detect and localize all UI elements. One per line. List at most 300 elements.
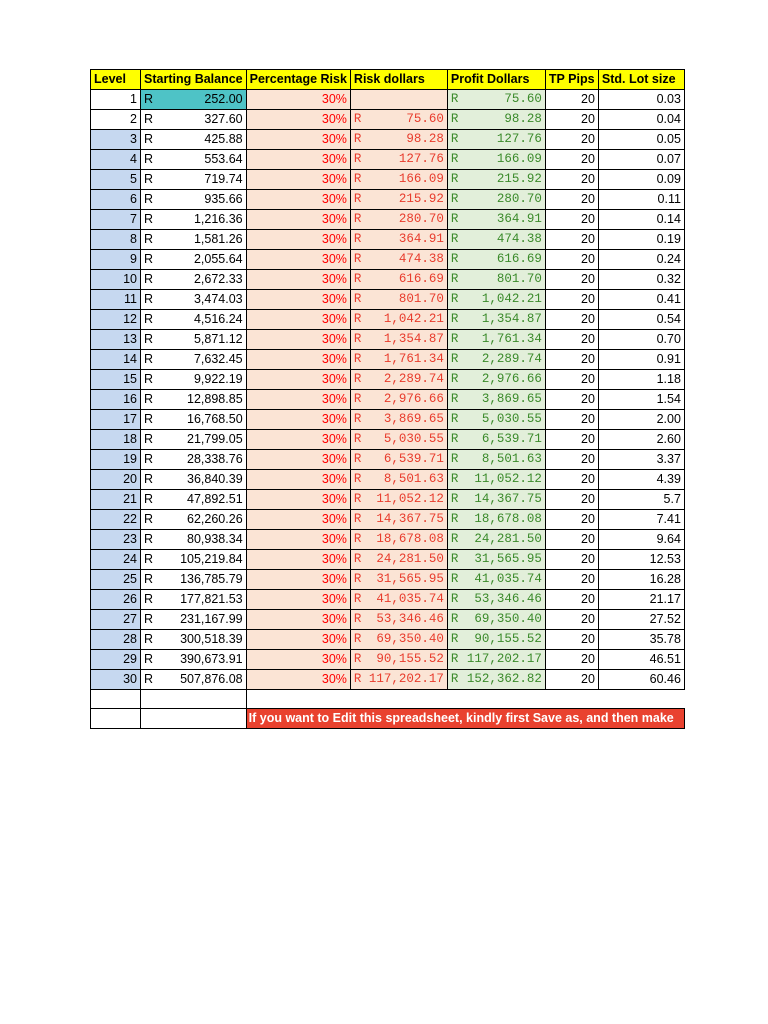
table-row (91, 210, 685, 230)
currency-symbol: R (450, 392, 459, 406)
table-row (91, 550, 685, 570)
starting-balance-cell[interactable] (141, 370, 247, 390)
currency-symbol: R (353, 472, 362, 486)
risk-dollars-cell[interactable] (350, 590, 447, 610)
level-cell[interactable]: 17 (91, 410, 141, 430)
tp-pips-cell[interactable]: 20 (545, 430, 598, 450)
starting-balance-cell[interactable] (141, 470, 247, 490)
tp-pips-cell[interactable]: 20 (545, 450, 598, 470)
level-cell[interactable]: 30 (91, 670, 141, 690)
tp-pips-cell[interactable]: 20 (545, 610, 598, 630)
currency-symbol: R (450, 432, 459, 446)
tp-pips-cell[interactable]: 20 (545, 670, 598, 690)
table-row (91, 190, 685, 210)
tp-pips-cell[interactable]: 20 (545, 90, 598, 110)
lot-size-cell[interactable]: 3.37 (598, 450, 684, 470)
percentage-risk-cell[interactable]: 30% (246, 330, 350, 350)
currency-symbol: R (353, 612, 362, 626)
tp-pips-cell[interactable]: 20 (545, 350, 598, 370)
level-cell[interactable]: 8 (91, 230, 141, 250)
currency-symbol: R (144, 392, 154, 406)
starting-balance-cell[interactable] (141, 590, 247, 610)
currency-symbol: R (144, 672, 154, 686)
currency-symbol: R (450, 632, 459, 646)
percentage-risk-cell[interactable]: 30% (246, 530, 350, 550)
risk-dollars-cell[interactable] (350, 510, 447, 530)
currency-symbol: R (144, 192, 154, 206)
amount: 5,030.55 (481, 412, 542, 426)
level-cell[interactable]: 1 (91, 90, 141, 110)
level-cell[interactable]: 6 (91, 190, 141, 210)
percentage-risk-cell[interactable]: 30% (246, 590, 350, 610)
level-cell[interactable]: 9 (91, 250, 141, 270)
amount: 327.60 (204, 112, 243, 126)
risk-dollars-cell[interactable] (350, 150, 447, 170)
tp-pips-cell[interactable]: 20 (545, 210, 598, 230)
header-level[interactable]: Level (91, 70, 141, 90)
amount: 8,501.63 (383, 472, 444, 486)
percentage-risk-cell[interactable]: 30% (246, 230, 350, 250)
lot-size-cell[interactable]: 0.24 (598, 250, 684, 270)
risk-dollars-cell[interactable] (350, 490, 447, 510)
header-risk-dollars[interactable]: Risk dollars (350, 70, 447, 90)
currency-symbol: R (144, 372, 154, 386)
level-cell[interactable]: 18 (91, 430, 141, 450)
profit-dollars-cell[interactable] (447, 310, 545, 330)
starting-balance-cell[interactable] (141, 90, 247, 110)
risk-dollars-cell[interactable] (350, 630, 447, 650)
lot-size-cell[interactable]: 9.64 (598, 530, 684, 550)
level-cell[interactable]: 19 (91, 450, 141, 470)
level-cell[interactable]: 21 (91, 490, 141, 510)
level-cell[interactable]: 10 (91, 270, 141, 290)
profit-dollars-cell[interactable] (447, 570, 545, 590)
amount: 1,042.21 (383, 312, 444, 326)
amount: 252.00 (204, 92, 243, 106)
tp-pips-cell[interactable]: 20 (545, 470, 598, 490)
tp-pips-cell[interactable]: 20 (545, 230, 598, 250)
tp-pips-cell[interactable]: 20 (545, 630, 598, 650)
currency-symbol: R (450, 512, 459, 526)
lot-size-cell[interactable]: 5.7 (598, 490, 684, 510)
amount: 177,821.53 (180, 592, 243, 606)
tp-pips-cell[interactable]: 20 (545, 170, 598, 190)
currency-symbol: R (353, 552, 362, 566)
percentage-risk-cell[interactable]: 30% (246, 210, 350, 230)
blank-row (91, 690, 685, 709)
profit-dollars-cell[interactable] (447, 90, 545, 110)
level-cell[interactable]: 15 (91, 370, 141, 390)
lot-size-cell[interactable]: 35.78 (598, 630, 684, 650)
table-row (91, 170, 685, 190)
risk-dollars-cell[interactable] (350, 230, 447, 250)
profit-dollars-cell[interactable] (447, 430, 545, 450)
risk-dollars-cell[interactable] (350, 270, 447, 290)
percentage-risk-cell[interactable]: 30% (246, 570, 350, 590)
currency-symbol: R (450, 592, 459, 606)
lot-size-cell[interactable]: 0.70 (598, 330, 684, 350)
tp-pips-cell[interactable]: 20 (545, 150, 598, 170)
percentage-risk-cell[interactable]: 30% (246, 470, 350, 490)
profit-dollars-cell[interactable] (447, 590, 545, 610)
amount: 47,892.51 (187, 492, 243, 506)
lot-size-cell[interactable]: 0.19 (598, 230, 684, 250)
profit-dollars-cell[interactable] (447, 490, 545, 510)
tp-pips-cell[interactable]: 20 (545, 310, 598, 330)
spreadsheet-table (90, 69, 685, 729)
starting-balance-cell[interactable] (141, 410, 247, 430)
amount: 5,030.55 (383, 432, 444, 446)
lot-size-cell[interactable]: 1.18 (598, 370, 684, 390)
level-cell[interactable]: 14 (91, 350, 141, 370)
starting-balance-cell[interactable] (141, 110, 247, 130)
currency-symbol: R (353, 632, 362, 646)
currency-symbol: R (450, 372, 459, 386)
lot-size-cell[interactable]: 21.17 (598, 590, 684, 610)
percentage-risk-cell[interactable]: 30% (246, 610, 350, 630)
currency-symbol: R (450, 132, 459, 146)
currency-symbol: R (450, 332, 459, 346)
lot-size-cell[interactable]: 0.05 (598, 130, 684, 150)
currency-symbol: R (450, 412, 459, 426)
lot-size-cell[interactable]: 0.14 (598, 210, 684, 230)
level-cell[interactable]: 4 (91, 150, 141, 170)
starting-balance-cell[interactable] (141, 330, 247, 350)
amount: 117,202.17 (368, 672, 444, 686)
level-cell[interactable]: 27 (91, 610, 141, 630)
lot-size-cell[interactable]: 2.00 (598, 410, 684, 430)
tp-pips-cell[interactable]: 20 (545, 370, 598, 390)
starting-balance-cell[interactable] (141, 390, 247, 410)
tp-pips-cell[interactable]: 20 (545, 570, 598, 590)
risk-dollars-cell[interactable] (350, 170, 447, 190)
table-row (91, 450, 685, 470)
amount: 364.91 (496, 212, 542, 226)
tp-pips-cell[interactable]: 20 (545, 130, 598, 150)
tp-pips-cell[interactable]: 20 (545, 590, 598, 610)
currency-symbol: R (144, 632, 154, 646)
percentage-risk-cell[interactable]: 30% (246, 490, 350, 510)
amount: 3,869.65 (383, 412, 444, 426)
level-cell[interactable]: 13 (91, 330, 141, 350)
risk-dollars-cell[interactable] (350, 210, 447, 230)
amount: 300,518.39 (180, 632, 243, 646)
tp-pips-cell[interactable]: 20 (545, 650, 598, 670)
risk-dollars-cell[interactable] (350, 310, 447, 330)
lot-size-cell[interactable]: 2.60 (598, 430, 684, 450)
risk-dollars-cell[interactable] (350, 190, 447, 210)
percentage-risk-cell[interactable]: 30% (246, 630, 350, 650)
header-lot-size[interactable]: Std. Lot size (598, 70, 684, 90)
lot-size-cell[interactable]: 12.53 (598, 550, 684, 570)
risk-dollars-cell[interactable] (350, 390, 447, 410)
tp-pips-cell[interactable]: 20 (545, 550, 598, 570)
starting-balance-cell[interactable] (141, 130, 247, 150)
percentage-risk-cell[interactable]: 30% (246, 130, 350, 150)
level-cell[interactable]: 29 (91, 650, 141, 670)
amount: 31,565.95 (376, 572, 444, 586)
profit-dollars-cell[interactable] (447, 150, 545, 170)
level-cell[interactable]: 16 (91, 390, 141, 410)
lot-size-cell[interactable]: 16.28 (598, 570, 684, 590)
profit-dollars-cell[interactable] (447, 330, 545, 350)
amount: 2,289.74 (383, 372, 444, 386)
tp-pips-cell[interactable]: 20 (545, 250, 598, 270)
risk-dollars-cell[interactable] (350, 330, 447, 350)
risk-dollars-cell[interactable] (350, 250, 447, 270)
amount: 41,035.74 (376, 592, 444, 606)
percentage-risk-cell[interactable]: 30% (246, 110, 350, 130)
level-cell[interactable]: 22 (91, 510, 141, 530)
level-cell[interactable]: 12 (91, 310, 141, 330)
starting-balance-cell[interactable] (141, 270, 247, 290)
lot-size-cell[interactable]: 0.07 (598, 150, 684, 170)
amount: 2,672.33 (193, 272, 243, 286)
starting-balance-cell[interactable] (141, 630, 247, 650)
starting-balance-cell[interactable] (141, 570, 247, 590)
amount: 2,055.64 (193, 252, 243, 266)
currency-symbol: R (353, 452, 362, 466)
table-row (91, 110, 685, 130)
lot-size-cell[interactable]: 0.41 (598, 290, 684, 310)
currency-symbol: R (353, 512, 362, 526)
tp-pips-cell[interactable]: 20 (545, 510, 598, 530)
starting-balance-cell[interactable] (141, 230, 247, 250)
tp-pips-cell[interactable]: 20 (545, 110, 598, 130)
tp-pips-cell[interactable]: 20 (545, 330, 598, 350)
risk-dollars-cell[interactable] (350, 410, 447, 430)
percentage-risk-cell[interactable]: 30% (246, 410, 350, 430)
profit-dollars-cell[interactable] (447, 230, 545, 250)
risk-dollars-cell[interactable] (350, 90, 447, 110)
profit-dollars-cell[interactable] (447, 270, 545, 290)
currency-symbol: R (450, 272, 459, 286)
profit-dollars-cell[interactable] (447, 130, 545, 150)
blank-cell[interactable] (141, 709, 247, 728)
level-cell[interactable]: 3 (91, 130, 141, 150)
lot-size-cell[interactable]: 7.41 (598, 510, 684, 530)
profit-dollars-cell[interactable] (447, 370, 545, 390)
header-tp-pips[interactable]: TP Pips (545, 70, 598, 90)
level-cell[interactable]: 23 (91, 530, 141, 550)
table-row (91, 590, 685, 610)
percentage-risk-cell[interactable]: 30% (246, 450, 350, 470)
profit-dollars-cell[interactable] (447, 110, 545, 130)
currency-symbol: R (353, 252, 362, 266)
profit-dollars-cell[interactable] (447, 190, 545, 210)
risk-dollars-cell[interactable] (350, 350, 447, 370)
starting-balance-cell[interactable] (141, 430, 247, 450)
profit-dollars-cell[interactable] (447, 670, 545, 690)
currency-symbol: R (353, 532, 362, 546)
profit-dollars-cell[interactable] (447, 210, 545, 230)
currency-symbol: R (144, 312, 154, 326)
starting-balance-cell[interactable] (141, 530, 247, 550)
profit-dollars-cell[interactable] (447, 610, 545, 630)
profit-dollars-cell[interactable] (447, 530, 545, 550)
profit-dollars-cell[interactable] (447, 550, 545, 570)
risk-dollars-cell[interactable] (350, 430, 447, 450)
starting-balance-cell[interactable] (141, 450, 247, 470)
percentage-risk-cell[interactable]: 30% (246, 430, 350, 450)
amount: 5,871.12 (193, 332, 243, 346)
risk-dollars-cell[interactable] (350, 450, 447, 470)
percentage-risk-cell[interactable]: 30% (246, 350, 350, 370)
blank-cell[interactable] (91, 690, 141, 709)
table-row (91, 330, 685, 350)
blank-cell[interactable] (91, 709, 141, 728)
starting-balance-cell[interactable] (141, 650, 247, 670)
table-row (91, 510, 685, 530)
starting-balance-cell[interactable] (141, 290, 247, 310)
lot-size-cell[interactable]: 0.11 (598, 190, 684, 210)
tp-pips-cell[interactable]: 20 (545, 530, 598, 550)
note-row (91, 709, 685, 728)
level-cell[interactable]: 11 (91, 290, 141, 310)
profit-dollars-cell[interactable] (447, 390, 545, 410)
level-cell[interactable]: 28 (91, 630, 141, 650)
percentage-risk-cell[interactable]: 30% (246, 170, 350, 190)
percentage-risk-cell[interactable]: 30% (246, 250, 350, 270)
table-row (91, 650, 685, 670)
table-row (91, 370, 685, 390)
header-starting-balance[interactable]: Starting Balance (141, 70, 247, 90)
lot-size-cell[interactable]: 0.03 (598, 90, 684, 110)
profit-dollars-cell[interactable] (447, 510, 545, 530)
edit-note-cell[interactable] (246, 709, 684, 728)
tp-pips-cell[interactable]: 20 (545, 410, 598, 430)
starting-balance-cell[interactable] (141, 250, 247, 270)
profit-dollars-cell[interactable] (447, 410, 545, 430)
percentage-risk-cell[interactable]: 30% (246, 510, 350, 530)
risk-dollars-cell[interactable] (350, 470, 447, 490)
starting-balance-cell[interactable] (141, 210, 247, 230)
level-cell[interactable]: 5 (91, 170, 141, 190)
lot-size-cell[interactable]: 4.39 (598, 470, 684, 490)
lot-size-cell[interactable]: 0.91 (598, 350, 684, 370)
percentage-risk-cell[interactable]: 30% (246, 550, 350, 570)
level-cell[interactable]: 7 (91, 210, 141, 230)
starting-balance-cell[interactable] (141, 510, 247, 530)
table-row (91, 410, 685, 430)
level-cell[interactable]: 26 (91, 590, 141, 610)
profit-dollars-cell[interactable] (447, 630, 545, 650)
risk-dollars-cell[interactable] (350, 130, 447, 150)
header-percentage-risk[interactable]: Percentage Risk (246, 70, 350, 90)
currency-symbol: R (144, 92, 154, 106)
amount: 136,785.79 (180, 572, 243, 586)
amount: 14,367.75 (474, 492, 542, 506)
risk-dollars-cell[interactable] (350, 550, 447, 570)
lot-size-cell[interactable]: 27.52 (598, 610, 684, 630)
percentage-risk-cell[interactable]: 30% (246, 270, 350, 290)
tp-pips-cell[interactable]: 20 (545, 190, 598, 210)
table-row (91, 570, 685, 590)
starting-balance-cell[interactable] (141, 170, 247, 190)
risk-dollars-cell[interactable] (350, 290, 447, 310)
table-row (91, 470, 685, 490)
currency-symbol: R (353, 352, 362, 366)
profit-dollars-cell[interactable] (447, 650, 545, 670)
starting-balance-cell[interactable] (141, 350, 247, 370)
percentage-risk-cell[interactable]: 30% (246, 290, 350, 310)
risk-dollars-cell[interactable] (350, 650, 447, 670)
tp-pips-cell[interactable]: 20 (545, 270, 598, 290)
lot-size-cell[interactable]: 46.51 (598, 650, 684, 670)
lot-size-cell[interactable]: 0.04 (598, 110, 684, 130)
amount: 7,632.45 (193, 352, 243, 366)
starting-balance-cell[interactable] (141, 490, 247, 510)
amount: 1,354.87 (383, 332, 444, 346)
amount: 1,581.26 (193, 232, 243, 246)
starting-balance-cell[interactable] (141, 150, 247, 170)
percentage-risk-cell[interactable]: 30% (246, 650, 350, 670)
risk-dollars-cell[interactable] (350, 110, 447, 130)
risk-dollars-cell[interactable] (350, 610, 447, 630)
amount: 1,761.34 (383, 352, 444, 366)
profit-dollars-cell[interactable] (447, 350, 545, 370)
currency-symbol: R (144, 472, 154, 486)
profit-dollars-cell[interactable] (447, 290, 545, 310)
percentage-risk-cell[interactable]: 30% (246, 370, 350, 390)
starting-balance-cell[interactable] (141, 550, 247, 570)
currency-symbol: R (144, 152, 154, 166)
profit-dollars-cell[interactable] (447, 170, 545, 190)
profit-dollars-cell[interactable] (447, 450, 545, 470)
tp-pips-cell[interactable]: 20 (545, 390, 598, 410)
amount: 152,362.82 (466, 672, 542, 686)
amount: 75.60 (504, 92, 542, 106)
starting-balance-cell[interactable] (141, 190, 247, 210)
risk-dollars-cell[interactable] (350, 570, 447, 590)
tp-pips-cell[interactable]: 20 (545, 490, 598, 510)
lot-size-cell[interactable]: 1.54 (598, 390, 684, 410)
lot-size-cell[interactable]: 0.54 (598, 310, 684, 330)
starting-balance-cell[interactable] (141, 610, 247, 630)
lot-size-cell[interactable]: 0.32 (598, 270, 684, 290)
risk-dollars-cell[interactable] (350, 530, 447, 550)
amount: 69,350.40 (376, 632, 444, 646)
percentage-risk-cell[interactable]: 30% (246, 90, 350, 110)
starting-balance-cell[interactable] (141, 310, 247, 330)
risk-dollars-cell[interactable] (350, 370, 447, 390)
profit-dollars-cell[interactable] (447, 250, 545, 270)
percentage-risk-cell[interactable]: 30% (246, 310, 350, 330)
header-profit-dollars[interactable]: Profit Dollars (447, 70, 545, 90)
amount: 2,976.66 (383, 392, 444, 406)
amount: 127.76 (496, 132, 542, 146)
table-row (91, 670, 685, 690)
level-cell[interactable]: 2 (91, 110, 141, 130)
tp-pips-cell[interactable]: 20 (545, 290, 598, 310)
percentage-risk-cell[interactable]: 30% (246, 390, 350, 410)
lot-size-cell[interactable]: 0.09 (598, 170, 684, 190)
percentage-risk-cell[interactable]: 30% (246, 150, 350, 170)
lot-size-cell[interactable]: 60.46 (598, 670, 684, 690)
currency-symbol: R (144, 132, 154, 146)
percentage-risk-cell[interactable]: 30% (246, 190, 350, 210)
currency-symbol: R (450, 292, 459, 306)
starting-balance-cell[interactable] (141, 670, 247, 690)
blank-cell[interactable] (141, 690, 247, 709)
level-cell[interactable]: 20 (91, 470, 141, 490)
percentage-risk-cell[interactable]: 30% (246, 670, 350, 690)
amount: 75.60 (406, 112, 444, 126)
level-cell[interactable]: 25 (91, 570, 141, 590)
profit-dollars-cell[interactable] (447, 470, 545, 490)
level-cell[interactable]: 24 (91, 550, 141, 570)
risk-dollars-cell[interactable] (350, 670, 447, 690)
